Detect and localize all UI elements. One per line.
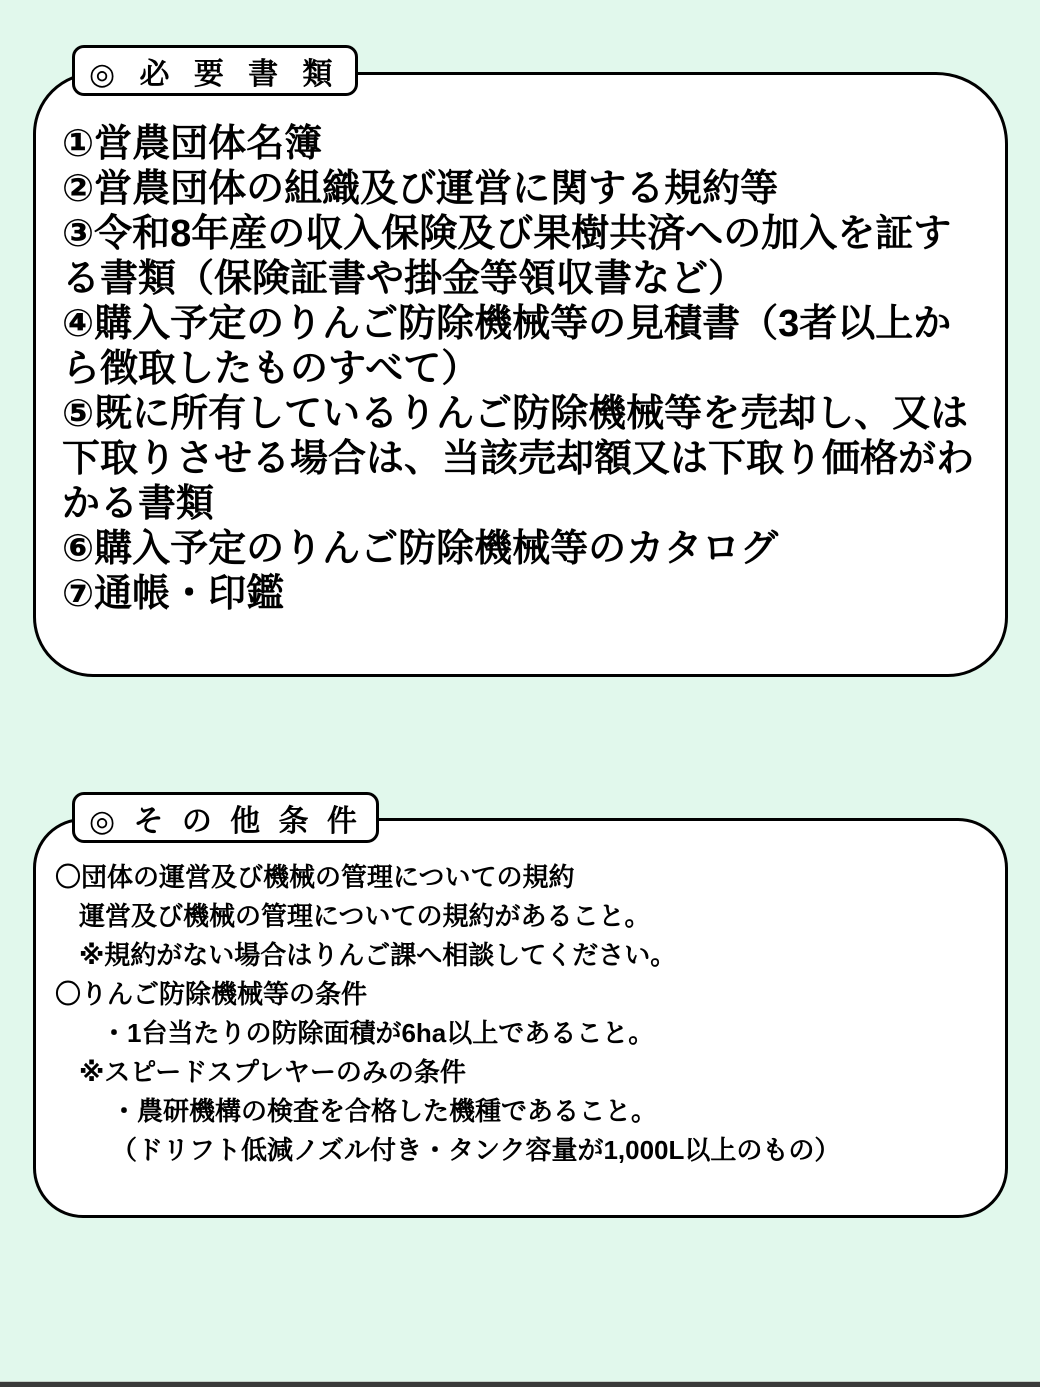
condition-line: （ドリフト低減ノズル付き・タンク容量が1,000L以上のもの） [111, 1135, 841, 1165]
section-title-label: ◎ 必 要 書 類 [89, 57, 341, 91]
section-title-label: ◎ そ の 他 条 件 [89, 804, 362, 838]
required-doc-item: ④購入予定のりんご防除機械等の見積書（3者以上から徴取したものすべて） [62, 303, 952, 390]
required-doc-item: ③令和8年産の収入保険及び果樹共済への加入を証する書類（保険証書や掛金等領収書など） [62, 213, 952, 300]
condition-line: ※規約がない場合はりんご課へ相談してください。 [79, 940, 677, 970]
required-doc-item: ②営農団体の組織及び運営に関する規約等 [62, 168, 779, 210]
other-conditions-list [55, 858, 990, 1170]
required-doc-item: ⑦通帳・印鑑 [62, 573, 285, 615]
condition-line: 〇りんご防除機械等の条件 [55, 979, 368, 1009]
condition-line: ・農研機構の検査を合格した機種であること。 [111, 1096, 658, 1126]
required-doc-item: ⑤既に所有しているりんご防除機械等を売却し、又は下取りさせる場合は、当該売却額又は下取り価格がわかる書類 [62, 393, 975, 525]
bottom-edge-bar [0, 1381, 1040, 1387]
section-title-required-documents [72, 45, 358, 96]
condition-line: ※スピードスプレヤーのみの条件 [79, 1057, 466, 1087]
required-doc-item: ①営農団体名簿 [62, 123, 323, 165]
condition-line: ・1台当たりの防除面積が6ha以上であること。 [101, 1018, 655, 1048]
section-title-other-conditions [72, 792, 379, 843]
condition-line: 運営及び機械の管理についての規約があること。 [79, 901, 651, 931]
required-documents-list [62, 122, 986, 617]
condition-line: 〇団体の運営及び機械の管理についての規約 [55, 862, 575, 892]
required-doc-item: ⑥購入予定のりんご防除機械等のカタログ [62, 528, 779, 570]
